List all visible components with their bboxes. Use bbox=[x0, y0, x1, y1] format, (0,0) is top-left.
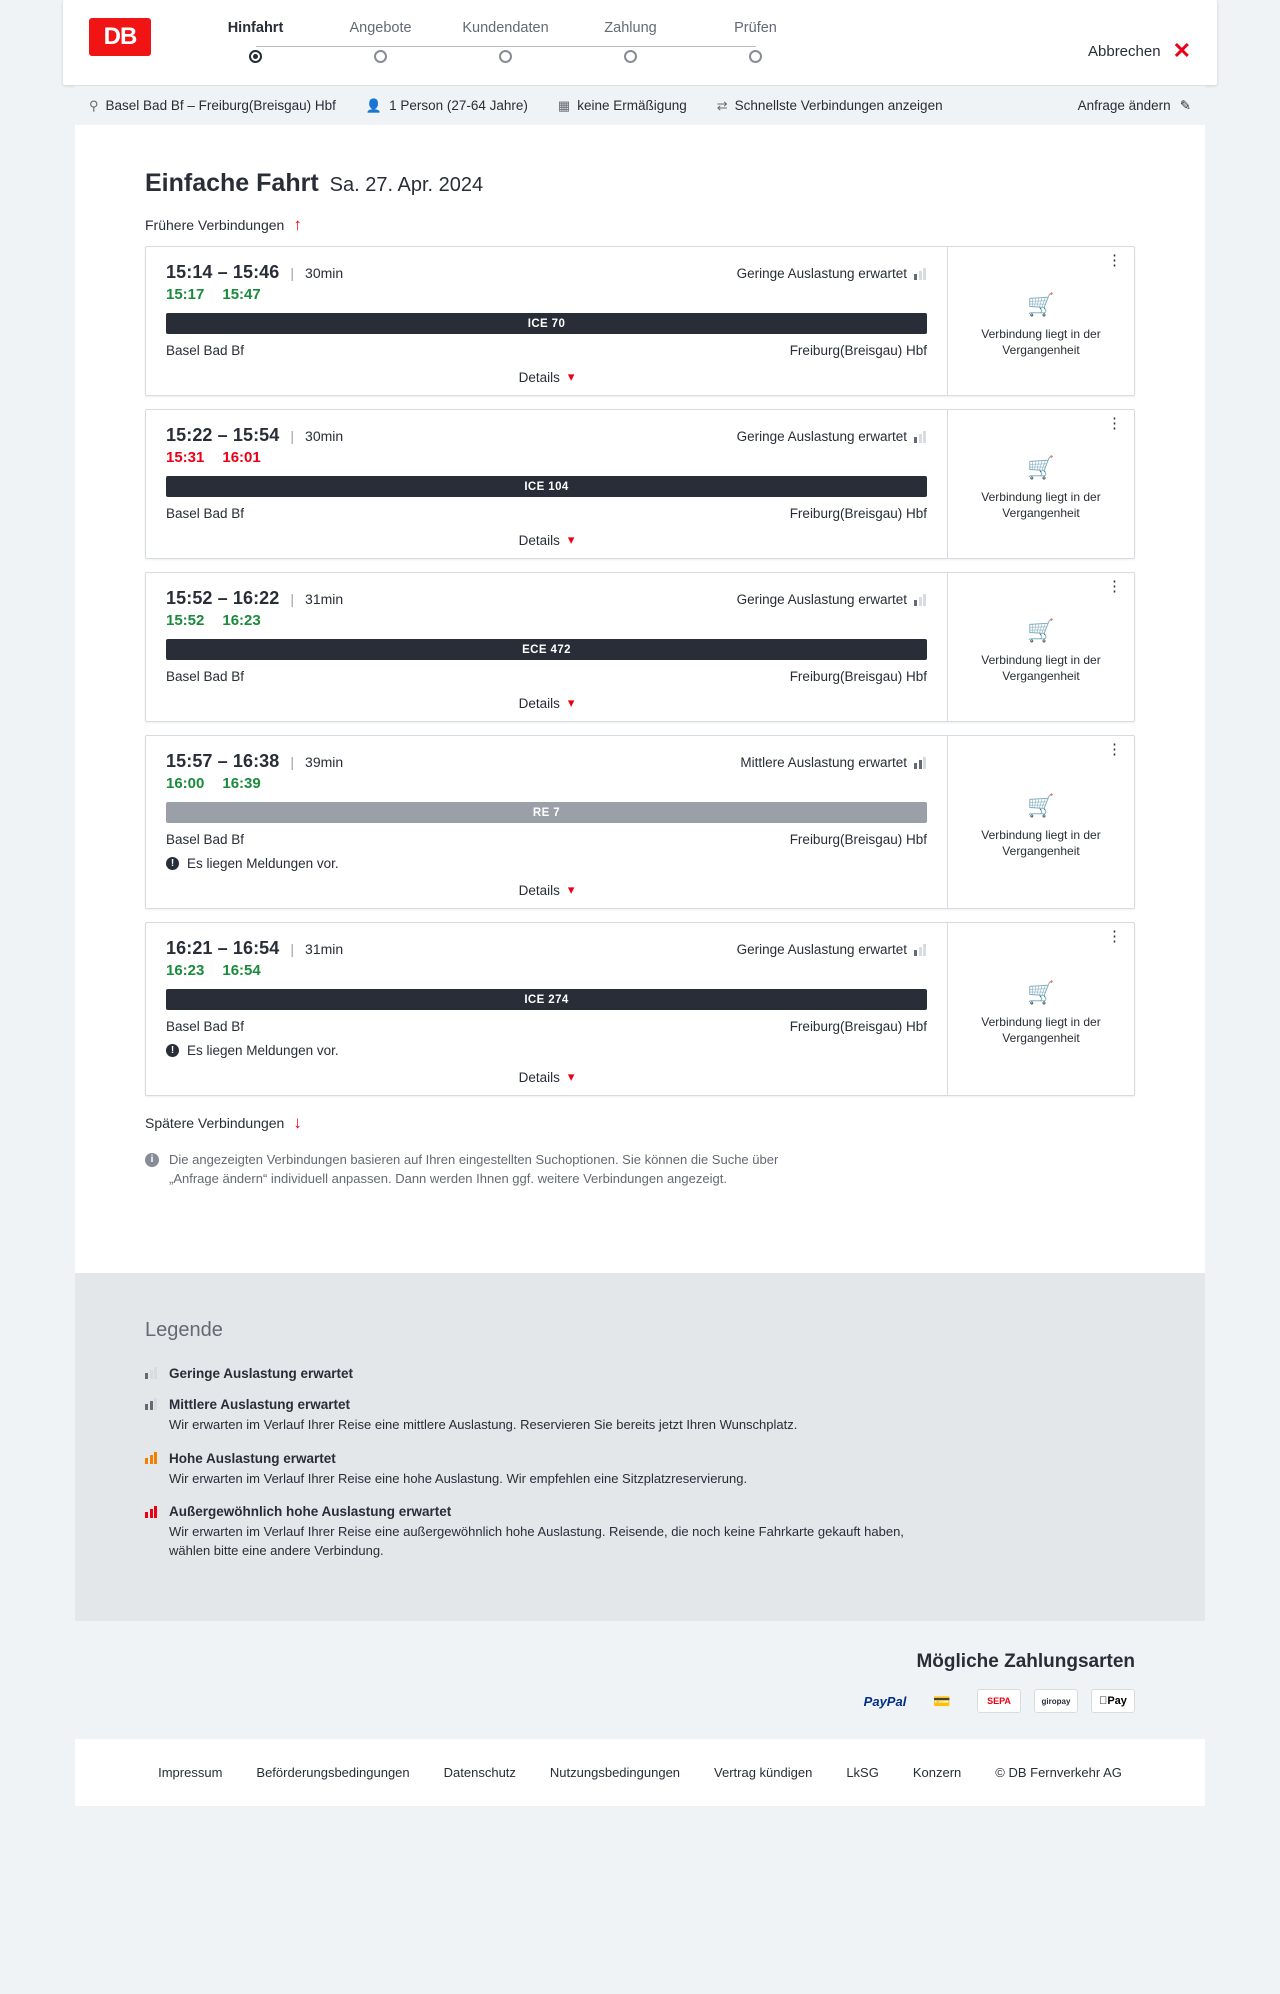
step-4[interactable] bbox=[568, 20, 693, 63]
page-title-date: Sa. 27. Apr. 2024 bbox=[329, 174, 484, 196]
more-options-icon[interactable]: ⋮ bbox=[1107, 415, 1122, 432]
step-label: Hinfahrt bbox=[227, 20, 284, 36]
legend-items bbox=[145, 1366, 1135, 1561]
connection-occupancy-label: Geringe Auslastung erwartet bbox=[736, 266, 907, 281]
connection-realtime bbox=[166, 286, 927, 303]
main-content bbox=[75, 125, 1205, 1806]
chevron-down-icon: ▾ bbox=[567, 882, 575, 897]
destination-station: Freiburg(Breisgau) Hbf bbox=[789, 343, 927, 358]
close-icon[interactable]: ✕ bbox=[1172, 38, 1191, 63]
occupancy-low-icon bbox=[914, 944, 927, 956]
payment-methods-section bbox=[75, 1621, 1205, 1739]
footer-links bbox=[75, 1739, 1205, 1806]
past-connection-notice: Verbindung liegt in der Vergangenheit bbox=[981, 326, 1101, 357]
step-connector bbox=[381, 46, 506, 47]
legend-item bbox=[145, 1366, 1135, 1381]
train-badge[interactable]: ICE 104 bbox=[166, 476, 927, 497]
details-label: Details bbox=[518, 1069, 560, 1085]
edit-search-button[interactable] bbox=[1078, 98, 1191, 114]
search-hint bbox=[75, 1151, 895, 1189]
origin-station: Basel Bad Bf bbox=[166, 1019, 245, 1034]
page-title-main: Einfache Fahrt bbox=[145, 169, 319, 197]
footer-link[interactable]: Nutzungsbedingungen bbox=[549, 1765, 681, 1781]
occupancy-high-icon bbox=[145, 1452, 158, 1464]
connection-stations bbox=[166, 506, 927, 521]
cart-icon: 🛒 bbox=[1027, 979, 1055, 1005]
legend-item-name: Hohe Auslastung erwartet bbox=[169, 1450, 336, 1466]
summary-discount-label: keine Ermäßigung bbox=[577, 98, 687, 113]
step-label: Prüfen bbox=[734, 20, 777, 36]
more-options-icon[interactable]: ⋮ bbox=[1107, 252, 1122, 269]
connection-summary-row bbox=[166, 588, 927, 609]
connection-duration: 31min bbox=[305, 591, 344, 607]
realtime-arrival: 16:01 bbox=[222, 449, 261, 466]
step-label: Zahlung bbox=[604, 20, 657, 36]
more-options-icon[interactable]: ⋮ bbox=[1107, 928, 1122, 945]
connection-realtime bbox=[166, 775, 927, 792]
realtime-departure: 15:17 bbox=[166, 286, 205, 303]
connection-times: 15:52 – 16:22 bbox=[166, 588, 280, 608]
summary-passengers-label: 1 Person (27-64 Jahre) bbox=[389, 98, 528, 113]
connection-occupancy-label: Geringe Auslastung erwartet bbox=[736, 942, 907, 957]
card-icon: ▦ bbox=[557, 97, 571, 113]
connection-summary-row bbox=[166, 751, 927, 772]
connection-realtime bbox=[166, 449, 927, 466]
realtime-departure: 16:00 bbox=[166, 775, 205, 792]
separator: | bbox=[290, 591, 295, 607]
connection-stations bbox=[166, 1019, 927, 1034]
details-toggle[interactable] bbox=[166, 532, 927, 548]
occupancy-mid-icon bbox=[914, 757, 927, 769]
step-dot-icon bbox=[749, 50, 762, 63]
step-dot-icon bbox=[499, 50, 512, 63]
earlier-connections-button[interactable] bbox=[75, 216, 1205, 233]
connection-details bbox=[146, 573, 948, 721]
creditcard-icon: 💳 bbox=[933, 1692, 951, 1709]
search-hint-text: Die angezeigten Verbindungen basieren auf Ihren eingestellten Suchoptionen. Sie können die Suche über „Anfrage ändern“ individuell anpassen. Dann werden Ihnen ggf. weitere Verbindungen angezeigt. bbox=[169, 1152, 779, 1186]
connection-offer bbox=[948, 247, 1134, 395]
details-label: Details bbox=[518, 695, 560, 711]
connection-message-text: Es liegen Meldungen vor. bbox=[187, 1043, 339, 1058]
step-dot-icon bbox=[374, 50, 387, 63]
connection-occupancy bbox=[737, 942, 927, 957]
edit-search-label: Anfrage ändern bbox=[1077, 98, 1171, 113]
step-1[interactable] bbox=[193, 20, 318, 63]
realtime-arrival: 16:54 bbox=[222, 962, 261, 979]
step-dot-icon bbox=[624, 50, 637, 63]
payment-methods-title: Mögliche Zahlungsarten bbox=[916, 1651, 1135, 1673]
legend-item-head bbox=[145, 1397, 1135, 1412]
footer-link[interactable]: Vertrag kündigen bbox=[714, 1765, 813, 1781]
separator: | bbox=[290, 428, 295, 444]
connection-message bbox=[166, 856, 927, 871]
connection-occupancy-label: Geringe Auslastung erwartet bbox=[736, 429, 907, 444]
legend-item-desc: Wir erwarten im Verlauf Ihrer Reise eine außergewöhnlich hohe Auslastung. Reisende, die noch keine Fahrkarte gekauft haben, wählen bitte eine andere Verbindung. bbox=[169, 1524, 904, 1559]
summary-route bbox=[89, 98, 336, 114]
connection-occupancy bbox=[740, 755, 927, 770]
chevron-down-icon: ▾ bbox=[567, 369, 575, 384]
connection-times: 15:57 – 16:38 bbox=[166, 751, 280, 771]
connection-occupancy bbox=[737, 592, 927, 607]
connection-summary-row bbox=[166, 262, 927, 283]
occupancy-low-icon bbox=[914, 268, 927, 280]
separator: | bbox=[290, 265, 295, 281]
details-label: Details bbox=[518, 882, 560, 898]
footer-link[interactable]: Datenschutz bbox=[443, 1765, 516, 1781]
past-connection-notice: Verbindung liegt in der Vergangenheit bbox=[981, 827, 1101, 858]
occupancy-mid-icon bbox=[145, 1398, 158, 1410]
connection-times: 16:21 – 16:54 bbox=[166, 938, 280, 958]
chevron-down-icon: ▾ bbox=[567, 695, 575, 710]
legend-item-head bbox=[145, 1451, 1135, 1466]
connection-occupancy-label: Geringe Auslastung erwartet bbox=[736, 592, 907, 607]
step-5[interactable] bbox=[693, 20, 818, 63]
legend-item-desc: Wir erwarten im Verlauf Ihrer Reise eine mittlere Auslastung. Reservieren Sie bereits jetzt Ihren Wunschplatz. bbox=[169, 1416, 798, 1432]
past-connection-notice: Verbindung liegt in der Vergangenheit bbox=[981, 652, 1101, 683]
step-2[interactable] bbox=[318, 20, 443, 63]
realtime-departure: 16:23 bbox=[166, 962, 205, 979]
connection-occupancy bbox=[737, 266, 927, 281]
step-label: Kundendaten bbox=[462, 20, 549, 36]
summary-route-label: Basel Bad Bf – Freiburg(Breisgau) Hbf bbox=[105, 98, 336, 113]
connection-card[interactable] bbox=[145, 735, 1135, 909]
legend-title: Legende bbox=[145, 1318, 223, 1341]
details-toggle[interactable] bbox=[166, 369, 927, 385]
legend-item-name: Mittlere Auslastung erwartet bbox=[169, 1396, 351, 1412]
arrow-down-icon: ↓ bbox=[293, 1113, 302, 1132]
cart-icon: 🛒 bbox=[1027, 454, 1055, 480]
app-header bbox=[63, 0, 1217, 85]
connection-details bbox=[146, 247, 948, 395]
connection-realtime bbox=[166, 612, 927, 629]
connection-times: 15:14 – 15:46 bbox=[166, 262, 280, 282]
legend-section bbox=[75, 1273, 1205, 1621]
alert-icon: ! bbox=[166, 1044, 179, 1057]
details-toggle[interactable] bbox=[166, 1069, 927, 1085]
cart-icon: 🛒 bbox=[1027, 617, 1055, 643]
giropay-icon: giropay bbox=[1034, 1689, 1078, 1713]
earlier-connections-label: Frühere Verbindungen bbox=[145, 216, 285, 233]
checkout-stepper bbox=[193, 20, 818, 63]
info-icon: i bbox=[145, 1153, 159, 1167]
paypal-icon: PayPal bbox=[863, 1693, 907, 1709]
destination-station: Freiburg(Breisgau) Hbf bbox=[789, 669, 927, 684]
later-connections-button[interactable] bbox=[75, 1114, 1205, 1131]
train-badge[interactable]: RE 7 bbox=[166, 802, 927, 823]
connection-offer bbox=[948, 736, 1134, 908]
payment-icons bbox=[145, 1689, 1135, 1713]
connection-details bbox=[146, 410, 948, 558]
footer-link[interactable]: Konzern bbox=[912, 1765, 962, 1781]
step-connector bbox=[256, 46, 381, 47]
legend-item bbox=[145, 1397, 1135, 1435]
pencil-icon[interactable]: ✎ bbox=[1179, 97, 1191, 113]
step-3[interactable] bbox=[443, 20, 568, 63]
step-dot-icon bbox=[249, 50, 262, 63]
realtime-departure: 15:31 bbox=[166, 449, 205, 466]
connection-offer bbox=[948, 923, 1134, 1095]
summary-option-label: Schnellste Verbindungen anzeigen bbox=[734, 98, 943, 113]
details-label: Details bbox=[518, 369, 560, 385]
more-options-icon[interactable]: ⋮ bbox=[1107, 741, 1122, 758]
db-logo-icon[interactable]: DB bbox=[89, 18, 151, 56]
legend-item-name: Außergewöhnlich hohe Auslastung erwartet bbox=[169, 1504, 452, 1520]
connection-message bbox=[166, 1043, 927, 1058]
arrow-up-icon: ↑ bbox=[293, 215, 302, 234]
connection-duration: 30min bbox=[305, 265, 344, 281]
swap-arrows-icon: ⇄ bbox=[716, 97, 728, 113]
connection-card[interactable] bbox=[145, 246, 1135, 396]
connection-duration: 39min bbox=[305, 754, 344, 770]
cancel-label: Abbrechen bbox=[1088, 42, 1161, 60]
occupancy-low-icon bbox=[145, 1367, 158, 1379]
step-connector bbox=[631, 46, 756, 47]
chevron-down-icon: ▾ bbox=[567, 532, 575, 547]
occupancy-vhigh-icon bbox=[145, 1506, 158, 1518]
past-connection-notice: Verbindung liegt in der Vergangenheit bbox=[981, 489, 1101, 520]
connection-times: 15:22 – 15:54 bbox=[166, 425, 280, 445]
connection-occupancy bbox=[737, 429, 927, 444]
train-badge[interactable]: ICE 274 bbox=[166, 989, 927, 1010]
connection-summary-row bbox=[166, 938, 927, 959]
train-badge[interactable]: ICE 70 bbox=[166, 313, 927, 334]
details-toggle[interactable] bbox=[166, 695, 927, 711]
alert-icon: ! bbox=[166, 857, 179, 870]
summary-option bbox=[717, 98, 943, 114]
connection-list bbox=[75, 246, 1205, 1096]
summary-discount bbox=[558, 98, 687, 114]
person-icon: 👤 bbox=[365, 97, 383, 113]
connection-offer bbox=[948, 573, 1134, 721]
footer-link[interactable]: Impressum bbox=[158, 1765, 223, 1781]
connection-card[interactable] bbox=[145, 572, 1135, 722]
occupancy-low-icon bbox=[914, 431, 927, 443]
connection-stations bbox=[166, 343, 927, 358]
details-label: Details bbox=[518, 532, 560, 548]
step-label: Angebote bbox=[349, 20, 412, 36]
more-options-icon[interactable]: ⋮ bbox=[1107, 578, 1122, 595]
summary-passengers bbox=[366, 98, 528, 114]
origin-station: Basel Bad Bf bbox=[166, 832, 245, 847]
connection-summary-row bbox=[166, 425, 927, 446]
legend-item bbox=[145, 1451, 1135, 1489]
legend-item-name: Geringe Auslastung erwartet bbox=[169, 1365, 354, 1381]
connection-occupancy-label: Mittlere Auslastung erwartet bbox=[740, 755, 907, 770]
connection-realtime bbox=[166, 962, 927, 979]
past-connection-notice: Verbindung liegt in der Vergangenheit bbox=[981, 1014, 1101, 1045]
connection-stations bbox=[166, 669, 927, 684]
search-summary-bar bbox=[75, 85, 1205, 125]
occupancy-low-icon bbox=[914, 594, 927, 606]
footer-link[interactable]: Beförderungsbedingungen bbox=[256, 1765, 410, 1781]
connection-details bbox=[146, 923, 948, 1095]
connection-card[interactable] bbox=[145, 409, 1135, 559]
step-connector bbox=[506, 46, 631, 47]
realtime-arrival: 16:23 bbox=[222, 612, 261, 629]
legend-item-desc: Wir erwarten im Verlauf Ihrer Reise eine hohe Auslastung. Wir empfehlen eine Sitzplatzreservierung. bbox=[169, 1470, 748, 1486]
cart-icon: 🛒 bbox=[1027, 792, 1055, 818]
origin-station: Basel Bad Bf bbox=[166, 506, 245, 521]
chevron-down-icon: ▾ bbox=[567, 1069, 575, 1084]
applepay-icon: Pay bbox=[1091, 1689, 1135, 1713]
legend-item bbox=[145, 1504, 1135, 1561]
origin-station: Basel Bad Bf bbox=[166, 343, 245, 358]
footer-link[interactable]: LkSG bbox=[846, 1765, 879, 1781]
realtime-departure: 15:52 bbox=[166, 612, 205, 629]
destination-station: Freiburg(Breisgau) Hbf bbox=[789, 832, 927, 847]
origin-station: Basel Bad Bf bbox=[166, 669, 245, 684]
legend-item-head bbox=[145, 1366, 1135, 1381]
connection-duration: 31min bbox=[305, 941, 344, 957]
connection-stations bbox=[166, 832, 927, 847]
realtime-arrival: 15:47 bbox=[222, 286, 261, 303]
destination-station: Freiburg(Breisgau) Hbf bbox=[789, 506, 927, 521]
location-pin-icon: ⚲ bbox=[89, 97, 99, 113]
connection-duration: 30min bbox=[305, 428, 344, 444]
page-title bbox=[75, 169, 1205, 198]
separator: | bbox=[290, 754, 295, 770]
connection-card[interactable] bbox=[145, 922, 1135, 1096]
connection-message-text: Es liegen Meldungen vor. bbox=[187, 856, 339, 871]
connection-details bbox=[146, 736, 948, 908]
cancel-button[interactable] bbox=[1088, 40, 1191, 62]
details-toggle[interactable] bbox=[166, 882, 927, 898]
realtime-arrival: 16:39 bbox=[222, 775, 261, 792]
separator: | bbox=[290, 941, 295, 957]
sepa-icon: SEPA bbox=[977, 1689, 1021, 1713]
footer-copyright: © DB Fernverkehr AG bbox=[995, 1765, 1122, 1781]
legend-item-head bbox=[145, 1504, 1135, 1519]
later-connections-label: Spätere Verbindungen bbox=[145, 1114, 285, 1131]
cart-icon: 🛒 bbox=[1027, 291, 1055, 317]
destination-station: Freiburg(Breisgau) Hbf bbox=[789, 1019, 927, 1034]
connection-offer bbox=[948, 410, 1134, 558]
train-badge[interactable]: ECE 472 bbox=[166, 639, 927, 660]
